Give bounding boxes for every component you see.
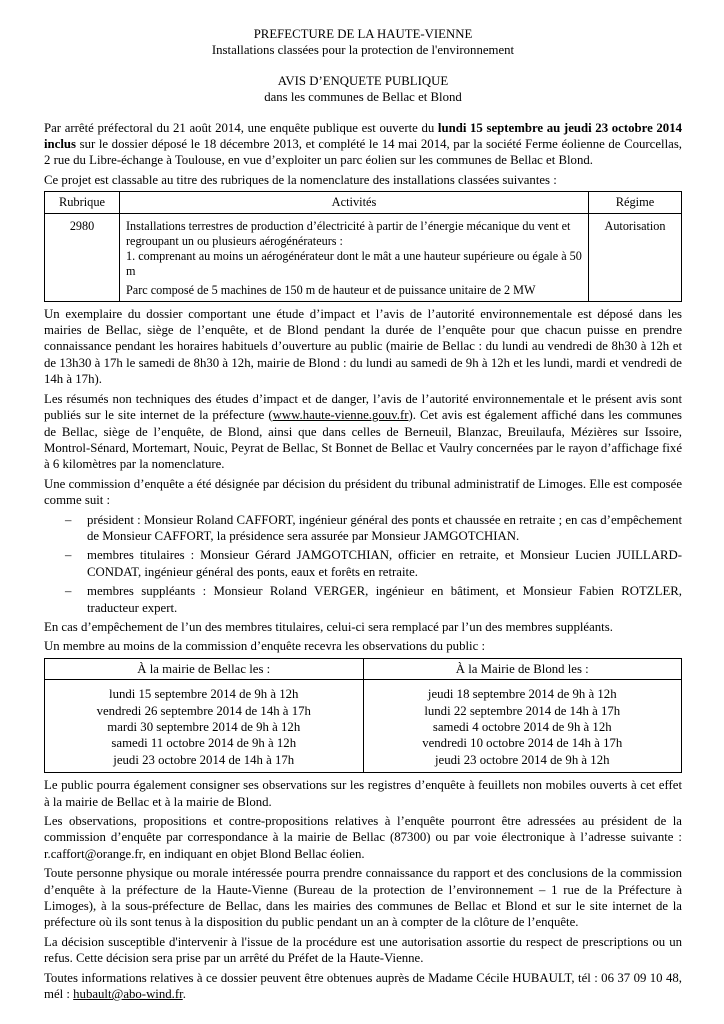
header-blond: À la Mairie de Blond les : xyxy=(363,658,682,679)
list-item: – membres suppléants : Monsieur Roland VERGER, ingénieur en bâtiment, et Monsieur Fabien ROTZLER, traducteur expert. xyxy=(65,584,682,615)
list-item: – président : Monsieur Roland CAFFORT, ingénieur général des ponts et chaussée en retraite ; en cas d’empêchement de Monsieur CAFFORT, la présidence sera assurée par Monsieur JAMGOTCHIAN. xyxy=(65,512,682,543)
header-activites: Activités xyxy=(120,192,589,213)
prefecture-website-link[interactable]: www.haute-vienne.gouv.fr xyxy=(272,408,409,423)
header-regime: Régime xyxy=(589,192,682,213)
publication-paragraph: Les résumés non techniques des études d’impact et de danger, l’avis de l’autorité environnementale et le présent avis sont publiés sur le site internet de la préfecture (www.haute-vienne.gouv.fr). Cet avis est également affiché dans les communes de Bellac, siège de l’enquête, de Blond, ainsi que dans celles de Berneuil, Blanzac, Breuilaufa, Mézières sur Issoire, Montrol-Sénard, Mortemart, Nouic, Peyrat de Bellac, St Bonnet de Bellac et Vaulry concernées par le rayon d’affichage fixé à 6 kilomètres par la nomenclature. xyxy=(44,391,682,472)
cell-rubrique: 2980 xyxy=(45,213,120,301)
dossier-paragraph: Un exemplaire du dossier comportant une étude d’impact et l’avis de l’autorité environnementale est déposé dans les mairies de Bellac, siège de l’enquête, et de Blond pendant la durée de l’enquête pour que chacun puisse en prendre connaissance pendant les horaires habituels d’ouverture au public (mairie de Bellac : du lundi au vendredi de 8h30 à 12h et de 13h30 à 17h le samedi de 8h30 à 12h, mairie de Blond : du lundi au samedi de 9h à 12h et les lundi, mardi et vendredi de 14h à 17h). xyxy=(44,306,682,387)
observations-intro: Un membre au moins de la commission d’enquête recevra les observations du public : xyxy=(44,639,486,654)
table-header-row xyxy=(45,192,682,213)
classification-intro: Ce projet est classable au titre des rubriques de la nomenclature des installations classées suivantes : xyxy=(44,172,557,187)
table-row xyxy=(45,213,682,301)
inquiry-dates: lundi 15 septembre au jeudi 23 octobre 2014 inclus xyxy=(44,120,682,152)
replacement-paragraph: En cas d’empêchement de l’un des membres titulaires, celui-ci sera remplacé par l’un des membres suppléants. xyxy=(44,619,613,634)
permanences-table xyxy=(44,658,682,773)
prefecture-title: PREFECTURE DE LA HAUTE-VIENNE xyxy=(253,27,473,41)
commission-members-list xyxy=(44,512,682,616)
correspondence-paragraph: Les observations, propositions et contre-propositions relatives à l’enquête pourront être adressées au président de la commission d’enquête par correspondance à la mairie de Bellac (87300) ou par voie électronique à l’adresse suivante : r.caffort@orange.fr, en indiquant en objet Blond Bellac éolien. xyxy=(44,814,682,861)
cell-regime: Autorisation xyxy=(589,213,682,301)
registers-paragraph: Le public pourra également consigner ses observations sur les registres d’enquête à feuillets non mobiles ouverts à cet effet à la mairie de Bellac et à la mairie de Blond. xyxy=(44,778,682,809)
blond-dates: jeudi 18 septembre 2014 de 9h à 12h lundi 22 septembre 2014 de 14h à 17h samedi 4 octobre 2014 de 9h à 12h vendredi 10 octobre 2014 de 14h à 17h jeudi 23 octobre 2014 de 9h à 12h xyxy=(363,680,682,773)
report-paragraph: Toute personne physique ou morale intéressée pourra prendre connaissance du rapport et des conclusions de la commission d’enquête à la préfecture de la Haute-Vienne (Bureau de la protection de l’environnement – 1 rue de la Préfecture à Limoges), à la sous-préfecture de Bellac, dans les mairies des communes de Bellac et Blond et sur le site internet de la préfecture où ils sont tenus à la disposition du public pendant un an à compter de la clôture de l’enquête. xyxy=(44,866,682,930)
classification-table xyxy=(44,191,682,301)
contact-email-link[interactable]: hubault@abo-wind.fr xyxy=(73,987,183,1002)
cell-activites: Installations terrestres de production d’électricité à partir de l’énergie mécanique du vent et regroupant un ou plusieurs aérogénérateurs : 1. comprenant au moins un aérogénérateur dont le mât a une hauteur supérieure ou égale à 50 m Parc composé de 5 machines de 150 m de hauteur et de puissance unitaire de 2 MW xyxy=(120,213,589,301)
header-rubrique: Rubrique xyxy=(45,192,120,213)
prefecture-subtitle: Installations classées pour la protection de l'environnement xyxy=(211,43,515,58)
document-page xyxy=(44,26,682,1006)
header-bellac: À la mairie de Bellac les : xyxy=(45,658,364,679)
decision-paragraph: La décision susceptible d'intervenir à l'issue de la procédure est une autorisation assortie du respect de prescriptions ou un refus. Cette décision sera prise par un arrêté du Préfet de la Haute-Vienne. xyxy=(44,934,682,966)
intro-paragraph: Par arrêté préfectoral du 21 août 2014, une enquête publique est ouverte du lundi 15 septembre au jeudi 23 octobre 2014 inclus sur le dossier déposé le 18 décembre 2013, et complété le 14 mai 2014, par la société Ferme éolienne de Courcellas, 2 rue du Libre-échange à Toulouse, en vue d’exploiter un parc éolien sur les communes de Bellac et Blond. xyxy=(44,120,682,168)
commission-paragraph: Une commission d’enquête a été désignée par décision du président du tribunal administratif de Limoges. Elle est composée comme suit : xyxy=(44,476,682,508)
contact-paragraph: Toutes informations relatives à ce dossier peuvent être obtenues auprès de Madame Cécile HUBAULT, tél : 06 37 09 10 48, mél : hubault@abo-wind.fr. xyxy=(44,970,682,1002)
table-header-row xyxy=(45,658,682,679)
document-header xyxy=(44,26,682,106)
bellac-dates: lundi 15 septembre 2014 de 9h à 12h vendredi 26 septembre 2014 de 14h à 17h mardi 30 septembre 2014 de 9h à 12h samedi 11 octobre 2014 de 9h à 12h jeudi 23 octobre 2014 de 14h à 17h xyxy=(45,680,364,773)
notice-subtitle: dans les communes de Bellac et Blond xyxy=(264,90,462,105)
list-item: – membres titulaires : Monsieur Gérard JAMGOTCHIAN, officier en retraite, et Monsieur Lucien JUILLARD-CONDAT, ingénieur général des ponts, eaux et forêts en retraite. xyxy=(65,548,682,579)
notice-title: AVIS D’ENQUETE PUBLIQUE xyxy=(277,73,449,88)
table-row xyxy=(45,680,682,773)
